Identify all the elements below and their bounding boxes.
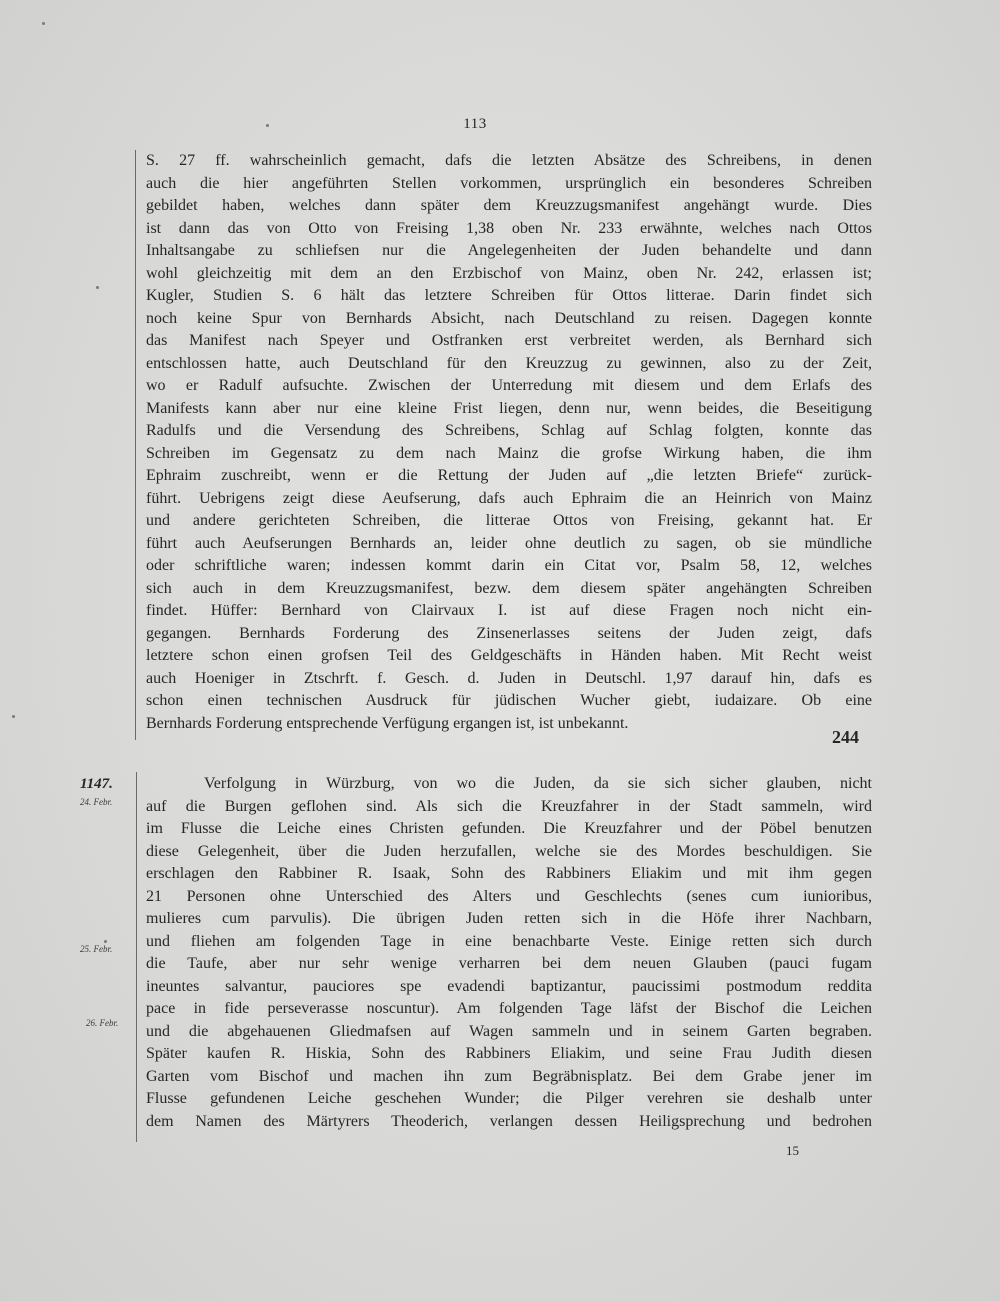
text-line: S. 27 ff. wahrscheinlich gemacht, dafs die letzten Absätze des Schreibens, in denen xyxy=(146,152,872,169)
footnote-text xyxy=(146,150,872,735)
text-line: dem Namen des Märtyrers Theoderich, verlangen dessen Heiligsprechung und bedrohen xyxy=(146,1112,872,1130)
text-line: ist dann das von Otto von Freising 1,38 oben Nr. 233 erwähnte, welches nach Ottos xyxy=(146,219,872,237)
text-line: gegangen. Bernhards Forderung des Zinsenerlasses seitens der Juden zeigt, dafs xyxy=(146,624,872,642)
scan-speck xyxy=(42,22,45,25)
text-line: Bernhards Forderung entsprechende Verfügung ergangen ist, ist unbekannt. xyxy=(146,714,629,732)
text-line: mulieres cum parvulis). Die übrigen Juden retten sich in die Höfe ihrer Nachbarn, xyxy=(146,910,872,927)
scan-speck xyxy=(266,124,269,127)
text-line: wohl gleichzeitig mit dem an den Erzbischof von Mainz, oben Nr. 242, erlassen ist; xyxy=(146,264,872,282)
text-line: oder schriftliche waren; indessen kommt darin ein Citat vor, Psalm 58, 12, welches xyxy=(146,557,872,574)
text-line: auch Hoeniger in Ztschrft. f. Gesch. d. Juden in Deutschl. 1,97 darauf hin, dafs es xyxy=(146,669,872,687)
scan-speck xyxy=(12,715,15,718)
text-line: das Manifest nach Speyer und Ostfranken erst verbreitet werden, als Bernhard sich xyxy=(146,332,872,349)
text-line: die Taufe, aber nur sehr wenige verharren bei dem neuen Glauben (pauci fugam xyxy=(146,955,872,972)
text-line: Schreiben im Gegensatz zu dem nach Mainz die grofse Wirkung haben, die ihm xyxy=(146,444,872,462)
text-line: auf die Burgen geflohen sind. Als sich die Kreuzfahrer in der Stadt sammeln, wird xyxy=(146,797,872,815)
text-line: 21 Personen ohne Unterschied des Alters und Geschlechts (senes cum iunioribus, xyxy=(146,887,872,905)
text-line: Verfolgung in Würzburg, von wo die Juden, da sie sich sicher glauben, nicht xyxy=(204,775,872,792)
margin-date: 25. Febr. xyxy=(80,944,113,954)
document-number: 244 xyxy=(832,727,859,747)
text-line: noch keine Spur von Bernhards Absicht, nach Deutschland zu reisen. Dagegen konnte xyxy=(146,309,872,327)
text-line: Kugler, Studien S. 6 hält das letztere Schreiben für Ottos litterae. Darin findet sich xyxy=(146,287,872,304)
text-line: und andere gerichteten Schreiben, die litterae Ottos von Freising, gekannt hat. Er xyxy=(146,512,872,529)
text-line: Garten vom Bischof und machen ihn zum Begräbnisplatz. Bei dem Grabe jener im xyxy=(146,1067,872,1085)
text-line: auch die hier angeführten Stellen vorkommen, ursprünglich ein besonderes Schreiben xyxy=(146,174,872,192)
text-line: findet. Hüffer: Bernhard von Clairvaux I. ist auf diese Fragen noch nicht ein- xyxy=(146,602,872,619)
text-line: Radulfs und die Versendung des Schreibens, Schlag auf Schlag folgten, konnte das xyxy=(146,422,872,439)
scan-speck xyxy=(104,940,107,943)
text-line: schon einen technischen Ausdruck für jüdischen Wucher giebt, iudaizare. Ob eine xyxy=(146,692,872,709)
text-line: führt. Uebrigens zeigt diese Aeufserung, dafs auch Ephraim die an Heinrich von Mainz xyxy=(146,489,872,507)
entry-text xyxy=(146,773,872,1133)
text-line: letztere schon einen grofsen Teil des Geldgeschäfts in Händen haben. Mit Recht weist xyxy=(146,647,872,664)
margin-date: 26. Febr. xyxy=(86,1018,119,1028)
text-line: Später kaufen R. Hiskia, Sohn des Rabbiners Eliakim, und seine Frau Judith diesen xyxy=(146,1045,872,1062)
text-line: und die abgehauenen Gliedmafsen auf Wagen sammeln und in seinem Garten begraben. xyxy=(146,1022,872,1040)
left-margin-rule xyxy=(136,772,137,1142)
text-line: pace in fide perseverasse noscuntur). Am folgenden Tage läfst der Bischof die Leichen xyxy=(146,1000,872,1017)
text-line: diese Gelegenheit, über die Juden herzufallen, welche sie des Mordes beschuldigen. Sie xyxy=(146,842,872,860)
page-number: 113 xyxy=(463,116,487,132)
margin-date: 24. Febr. xyxy=(80,797,113,807)
text-line: wo er Radulf aufsuchte. Zwischen der Unterredung mit diesem und dem Erlafs des xyxy=(146,377,872,394)
text-line: sich auch in dem Kreuzzugsmanifest, bezw. dem diesem später angehängten Schreiben xyxy=(146,579,872,597)
text-line: gebildet haben, welches dann später dem Kreuzzugsmanifest angehängt wurde. Dies xyxy=(146,197,872,214)
left-margin-rule xyxy=(135,150,136,740)
scan-speck xyxy=(96,286,99,289)
text-line: im Flusse die Leiche eines Christen gefunden. Die Kreuzfahrer und der Pöbel benutzen xyxy=(146,820,872,837)
text-line: führt auch Aeufserungen Bernhards an, leider ohne deutlich zu sagen, ob sie mündliche xyxy=(146,534,872,552)
margin-year: 1147. xyxy=(80,776,113,792)
text-line: Manifests kann aber nur eine kleine Frist liegen, denn nur, wenn beides, die Beseitigung xyxy=(146,399,872,417)
text-line: ineuntes salvantur, pauciores spe evadendi baptizantur, paucissimi postmodum reddita xyxy=(146,977,872,995)
text-line: Flusse gefundenen Leiche geschehen Wunder; die Pilger verehren sie deshalb unter xyxy=(146,1090,872,1107)
signature-mark: 15 xyxy=(786,1143,799,1158)
text-line: Inhaltsangabe zu schliefsen nur die Angelegenheiten der Juden behandelte und dann xyxy=(146,242,872,259)
text-line: erschlagen den Rabbiner R. Isaak, Sohn des Rabbiners Eliakim und mit ihm gegen xyxy=(146,865,872,882)
text-line: Ephraim zuschreibt, wenn er die Rettung der Juden auf „die letzten Briefe“ zurück- xyxy=(146,467,872,484)
text-line: entschlossen hatte, auch Deutschland für den Kreuzzug zu gewinnen, also zu der Zeit, xyxy=(146,354,872,372)
text-line: und fliehen am folgenden Tage in eine benachbarte Veste. Einige retten sich durch xyxy=(146,932,872,950)
